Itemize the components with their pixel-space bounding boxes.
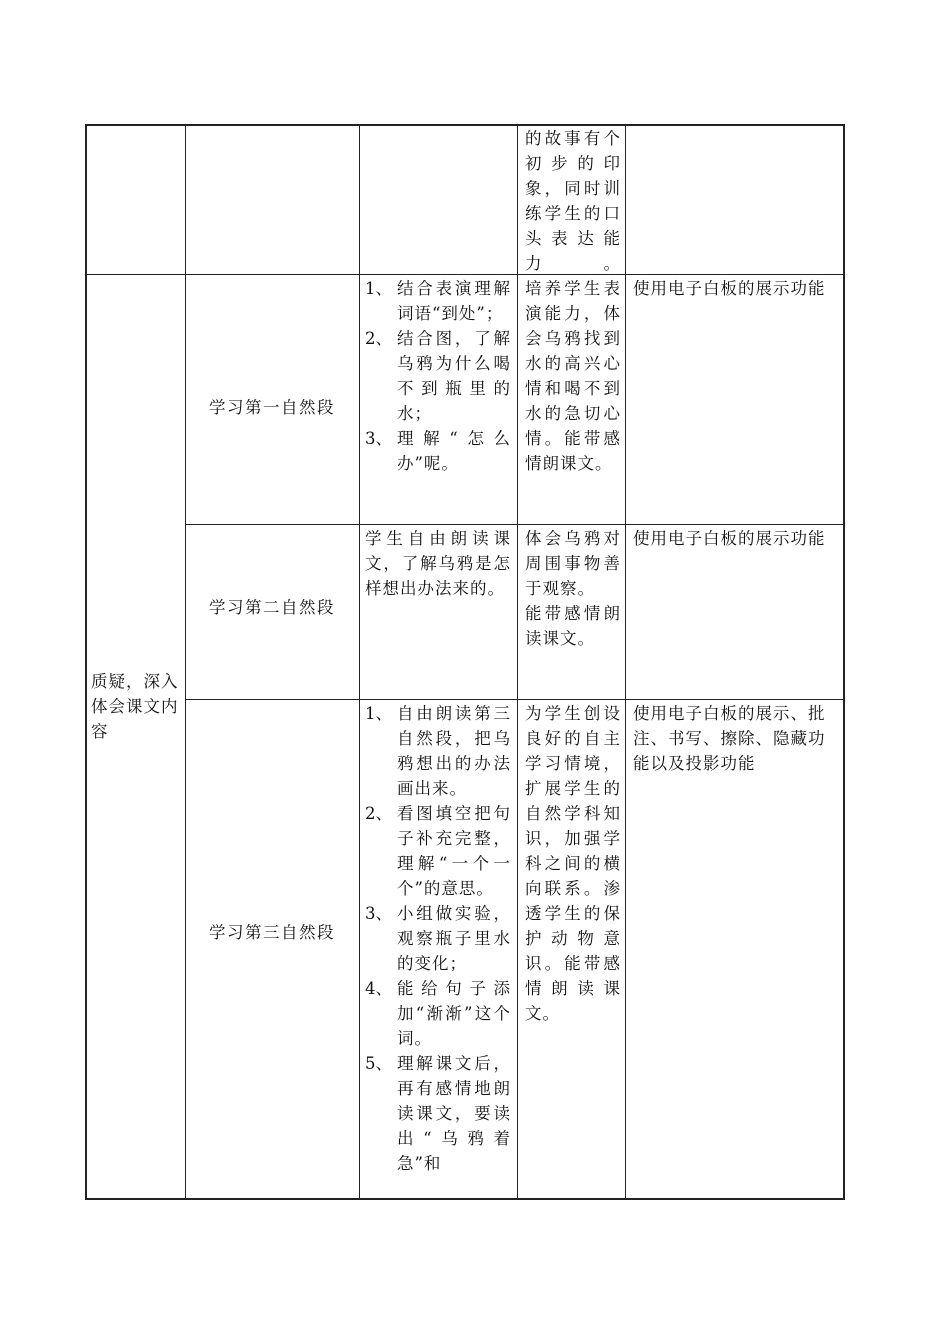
stage-cell: 质疑，深入体会课文内容 (91, 672, 179, 741)
item-text: 理解“怎么办”呢。 (397, 429, 511, 473)
goal-line: 体会乌鸦对周围事物善于观察。 (525, 529, 621, 598)
goal-cell: 的故事有个初步的印象，同时训练学生的口头表达能力。 (525, 129, 621, 273)
item-text: 看图填空把句子补充完整，理解“一个一个”的意思。 (397, 804, 511, 898)
activity-cell (365, 276, 511, 476)
table-border-bottom (85, 1198, 845, 1200)
row-divider (185, 524, 845, 525)
tool-cell: 使用电子白板的展示功能 (633, 279, 826, 298)
item-text: 小组做实验，观察瓶子里水的变化； (397, 904, 511, 973)
goal-line: 能带感情朗读课文。 (525, 604, 621, 648)
item-text: 理解课文后，再有感情地朗读课文，要读出“乌鸦着急”和 (397, 1054, 511, 1173)
part-cell: 学习第二自然段 (209, 598, 335, 617)
item-number: 3、 (365, 904, 392, 923)
table-border-top (85, 124, 845, 126)
item-number: 1、 (365, 279, 392, 298)
lesson-plan-table (85, 124, 845, 1200)
goal-cell: 为学生创设良好的自主学习情境，扩展学生的自然学科知识，加强学科之间的横向联系。渗透学生的保护动物意识。能带感情朗读课文。 (525, 704, 621, 1023)
item-text: 结合图，了解乌鸦为什么喝不到瓶里的水； (397, 329, 511, 423)
row-divider (85, 274, 845, 275)
goal-cell: 培养学生表演能力，体会乌鸦找到水的高兴心情和喝不到水的急切心情。能带感情朗课文。 (525, 279, 621, 473)
part-cell: 学习第一自然段 (209, 398, 335, 417)
list-item (365, 426, 511, 476)
list-item (365, 276, 511, 326)
item-number: 3、 (365, 429, 392, 448)
part-cell: 学习第三自然段 (209, 923, 335, 942)
item-text: 自由朗读第三自然段，把乌鸦想出的办法画出来。 (397, 704, 511, 798)
column-divider (625, 124, 626, 1200)
item-text: 结合表演理解词语“到处”； (397, 279, 511, 323)
table-border-right (843, 124, 845, 1200)
list-item (365, 976, 511, 1051)
list-item (365, 326, 511, 426)
column-divider (517, 124, 518, 1200)
list-item (365, 801, 511, 901)
item-text: 能给句子添加“渐渐”这个词。 (397, 979, 511, 1048)
table-border-left (85, 124, 87, 1200)
activity-text: 学生自由朗读课文，了解乌鸦是怎样想出办法来的。 (365, 529, 511, 598)
row-divider (185, 699, 845, 700)
activity-cell (365, 526, 511, 601)
item-number: 1、 (365, 704, 392, 723)
item-number: 5、 (365, 1054, 392, 1073)
tool-cell: 使用电子白板的展示、批注、书写、擦除、隐藏功能以及投影功能 (633, 704, 826, 773)
tool-cell: 使用电子白板的展示功能 (633, 529, 826, 548)
column-divider (185, 124, 186, 1200)
item-number: 4、 (365, 979, 392, 998)
activity-cell (365, 701, 511, 1176)
item-number: 2、 (365, 329, 392, 348)
item-number: 2、 (365, 804, 392, 823)
list-item (365, 701, 511, 801)
list-item (365, 901, 511, 976)
list-item (365, 1051, 511, 1176)
column-divider (359, 124, 360, 1200)
goal-cell (525, 526, 621, 651)
